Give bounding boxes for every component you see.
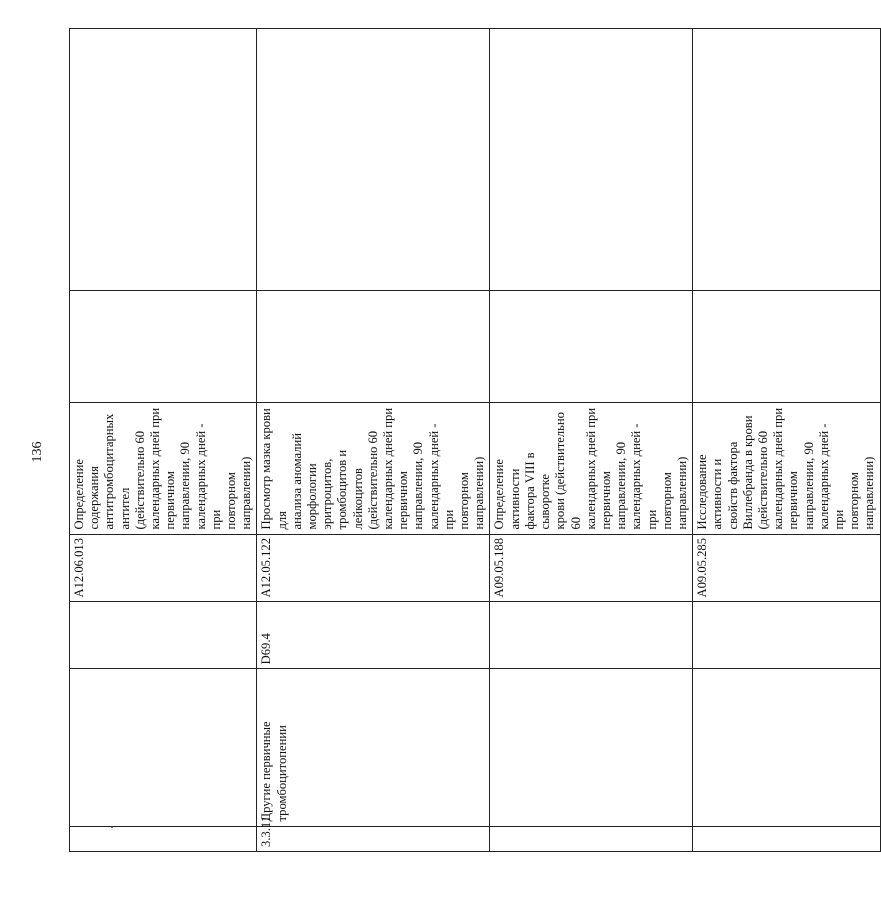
table-row — [257, 29, 490, 852]
service-description-cell: Определение содержания антитромбоцитарных антител (действительно 60 календарных дней при первичном направлении, 90 календарных дней - при повторном направлении) — [70, 402, 257, 534]
table-row — [490, 29, 693, 852]
section-code-cell — [693, 826, 880, 851]
service-code-cell: A12.06.013 — [70, 534, 257, 602]
empty-cell — [490, 291, 693, 403]
disease-name-cell — [490, 669, 693, 826]
service-code-cell: A12.05.122 — [257, 534, 490, 602]
disease-name-cell: Другие первичные тромбоцитопении — [257, 669, 490, 826]
services-table — [69, 28, 881, 852]
section-code-cell — [70, 826, 257, 851]
rotated-table-container — [69, 28, 877, 852]
table-area — [69, 28, 877, 852]
empty-cell — [257, 291, 490, 403]
service-code-cell: A09.05.285 — [693, 534, 880, 602]
service-description-cell: Исследование активности и свойств фактора Виллебранда в крови (действительно 60 календарных дней при первичном направлении, 90 календарных дней - при повторном направлении) — [693, 402, 880, 534]
mkb-code-cell — [693, 602, 880, 669]
table-row — [70, 29, 257, 852]
disease-name-cell — [70, 669, 257, 826]
empty-cell — [693, 29, 880, 291]
disease-name-cell — [693, 669, 880, 826]
mkb-code-cell: D69.4 — [257, 602, 490, 669]
empty-cell — [70, 291, 257, 403]
mkb-code-cell — [70, 602, 257, 669]
empty-cell — [693, 291, 880, 403]
mkb-code-cell — [490, 602, 693, 669]
section-code-cell — [490, 826, 693, 851]
empty-cell — [490, 29, 693, 291]
section-code-cell: 3.3.11 — [257, 826, 490, 851]
service-code-cell: A09.05.188 — [490, 534, 693, 602]
service-description-cell: Просмотр мазка крови для анализа аномалий морфологии эритроцитов, тромбоцитов и лейкоцитов (действительно 60 календарных дней при первичном направлении, 90 календарных дней - при повторном направлении) — [257, 402, 490, 534]
service-description-cell: Определение активности фактора VIII в сыворотке крови (действительно 60 календарных дней при первичном направлении, 90 календарных дней - при повторном направлении) — [490, 402, 693, 534]
empty-cell — [70, 29, 257, 291]
page-number: 136 — [30, 441, 45, 463]
table-row — [693, 29, 880, 852]
empty-cell — [257, 29, 490, 291]
